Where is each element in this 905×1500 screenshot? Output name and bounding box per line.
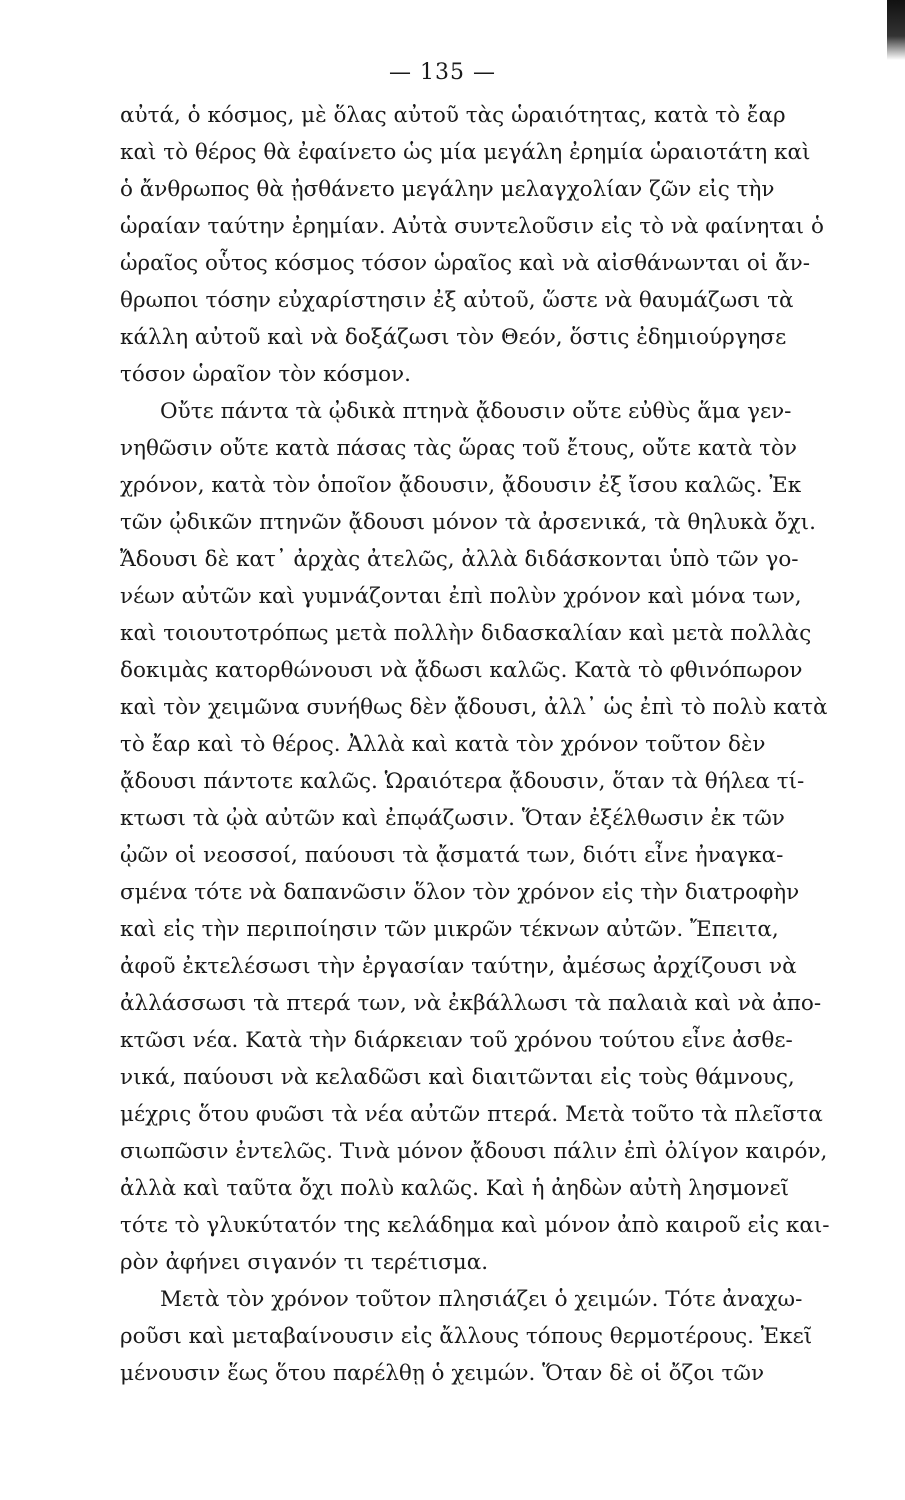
- book-page: [120, 55, 830, 1392]
- text-line: Οὔτε πάντα τὰ ᾠδικὰ πτηνὰ ᾄδουσιν οὔτε εὐθὺς ἅμα γεν-: [160, 399, 792, 424]
- text-line: ἀλλάσσωσι τὰ πτερά των, νὰ ἐκβάλλωσι τὰ παλαιὰ καὶ νὰ ἀπο-: [120, 991, 822, 1016]
- text-line: ἀφοῦ ἐκτελέσωσι τὴν ἐργασίαν ταύτην, ἀμέσως ἀρχίζουσι νὰ: [120, 954, 797, 979]
- text-line: τῶν ᾠδικῶν πτηνῶν ᾄδουσι μόνον τὰ ἀρσενικά, τὰ θηλυκὰ ὄχι.: [120, 510, 816, 535]
- text-line: τόσον ὡραῖον τὸν κόσμον.: [120, 362, 411, 387]
- paragraph: [120, 1281, 813, 1392]
- text-line: μέχρις ὅτου φυῶσι τὰ νέα αὐτῶν πτερά. Μετὰ τοῦτο τὰ πλεῖστα: [120, 1102, 823, 1127]
- paragraph: [120, 393, 830, 1281]
- text-line: σμένα τότε νὰ δαπανῶσιν ὅλον τὸν χρόνον εἰς τὴν διατροφὴν: [120, 880, 800, 905]
- page-edge-shadow: [887, 0, 905, 60]
- text-line: ὡραῖος οὗτος κόσμος τόσον ὡραῖος καὶ νὰ αἰσθάνωνται οἱ ἄν-: [120, 251, 810, 276]
- text-line: σιωπῶσιν ἐντελῶς. Τινὰ μόνον ᾄδουσι πάλιν ἐπὶ ὀλίγον καιρόν,: [120, 1139, 828, 1164]
- text-line: νικά, παύουσι νὰ κελαδῶσι καὶ διαιτῶνται εἰς τοὺς θάμνους,: [120, 1065, 795, 1090]
- text-line: καὶ τοιουτοτρόπως μετὰ πολλὴν διδασκαλίαν καὶ μετὰ πολλὰς: [120, 621, 812, 646]
- text-line: καὶ τὸ θέρος θὰ ἐφαίνετο ὡς μία μεγάλη ἐρημία ὡραιοτάτη καὶ: [120, 140, 811, 165]
- paragraph: [120, 97, 824, 393]
- text-line: Μετὰ τὸν χρόνον τοῦτον πλησιάζει ὁ χειμών. Τότε ἀναχω-: [160, 1287, 803, 1312]
- text-line: νηθῶσιν οὔτε κατὰ πάσας τὰς ὥρας τοῦ ἔτους, οὔτε κατὰ τὸν: [120, 436, 797, 461]
- body-text: [120, 97, 830, 1392]
- page-number: — 135 —: [389, 60, 496, 85]
- text-line: χρόνον, κατὰ τὸν ὁποῖον ᾄδουσιν, ᾄδουσιν ἐξ ἴσου καλῶς. Ἐκ: [120, 473, 802, 498]
- text-line: ροῦσι καὶ μεταβαίνουσιν εἰς ἄλλους τόπους θερμοτέρους. Ἐκεῖ: [120, 1324, 813, 1349]
- text-line: Ἄδουσι δὲ κατ᾽ ἀρχὰς ἀτελῶς, ἀλλὰ διδάσκονται ὑπὸ τῶν γο-: [120, 547, 799, 572]
- text-line: κτῶσι νέα. Κατὰ τὴν διάρκειαν τοῦ χρόνου τούτου εἶνε ἀσθε-: [120, 1028, 793, 1053]
- text-line: ᾄδουσι πάντοτε καλῶς. Ὡραιότερα ᾄδουσιν, ὅταν τὰ θήλεα τί-: [120, 769, 805, 794]
- text-line: κάλλη αὐτοῦ καὶ νὰ δοξάζωσι τὸν Θεόν, ὅστις ἐδημιούργησε: [120, 325, 787, 350]
- text-line: ἀλλὰ καὶ ταῦτα ὄχι πολὺ καλῶς. Καὶ ἡ ἀηδὼν αὐτὴ λησμονεῖ: [120, 1176, 790, 1201]
- text-line: καὶ τὸν χειμῶνα συνήθως δὲν ᾄδουσι, ἀλλ᾽ ὡς ἐπὶ τὸ πολὺ κατὰ: [120, 695, 828, 720]
- text-line: τὸ ἔαρ καὶ τὸ θέρος. Ἀλλὰ καὶ κατὰ τὸν χρόνον τοῦτον δὲν: [120, 732, 766, 757]
- text-line: ᾠῶν οἱ νεοσσοί, παύουσι τὰ ᾄσματά των, διότι εἶνε ἠναγκα-: [120, 843, 784, 868]
- text-line: ὡραίαν ταύτην ἐρημίαν. Αὐτὰ συντελοῦσιν εἰς τὸ νὰ φαίνηται ὁ: [120, 214, 824, 239]
- text-line: δοκιμὰς κατορθώνουσι νὰ ᾄδωσι καλῶς. Κατὰ τὸ φθινόπωρον: [120, 658, 803, 683]
- text-line: μένουσιν ἕως ὅτου παρέλθῃ ὁ χειμών. Ὅταν δὲ οἱ ὄζοι τῶν: [120, 1361, 765, 1386]
- text-line: τότε τὸ γλυκύτατόν της κελάδημα καὶ μόνον ἀπὸ καιροῦ εἰς και-: [120, 1213, 830, 1238]
- text-line: καὶ εἰς τὴν περιποίησιν τῶν μικρῶν τέκνων αὐτῶν. Ἔπειτα,: [120, 917, 779, 942]
- text-line: αὐτά, ὁ κόσμος, μὲ ὅλας αὐτοῦ τὰς ὡραιότητας, κατὰ τὸ ἔαρ: [120, 103, 786, 128]
- text-line: νέων αὐτῶν καὶ γυμνάζονται ἐπὶ πολὺν χρόνον καὶ μόνα των,: [120, 584, 802, 609]
- text-line: ρὸν ἀφήνει σιγανόν τι τερέτισμα.: [120, 1250, 489, 1275]
- text-line: κτωσι τὰ ᾠὰ αὐτῶν καὶ ἐπῳάζωσιν. Ὅταν ἐξέλθωσιν ἐκ τῶν: [120, 806, 785, 831]
- text-line: ὁ ἄνθρωπος θὰ ᾐσθάνετο μεγάλην μελαγχολίαν ζῶν εἰς τὴν: [120, 177, 775, 202]
- text-line: θρωποι τόσην εὐχαρίστησιν ἐξ αὐτοῦ, ὥστε νὰ θαυμάζωσι τὰ: [120, 288, 794, 313]
